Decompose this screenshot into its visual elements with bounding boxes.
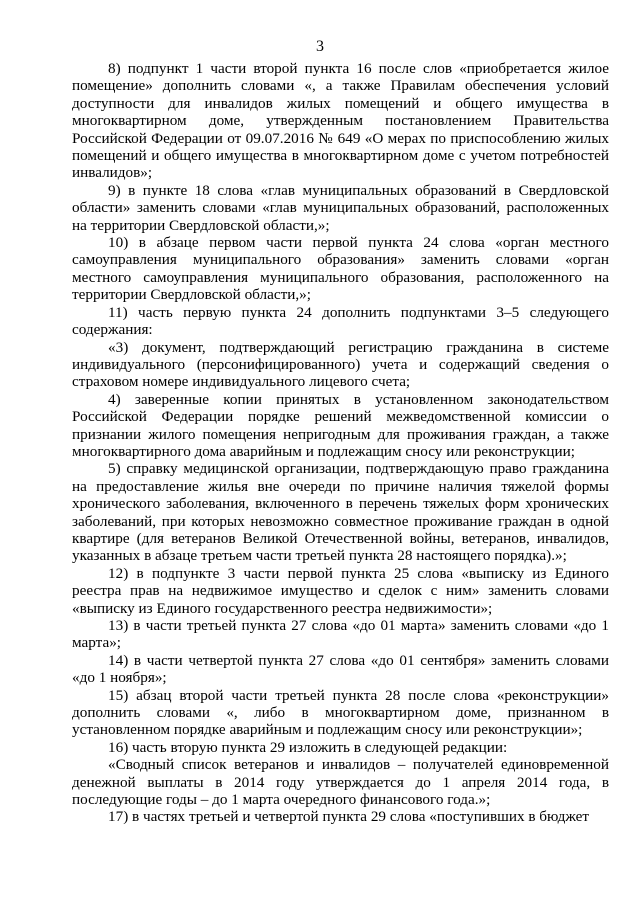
paragraph-10: 10) в абзаце первом части первой пункта 24 слова «орган местного самоуправления муниципального образования» заменить словами «орган местного самоуправления муниципального образования, расположенного на территории Свердловской области,»; (72, 234, 609, 304)
subparagraph-4: 4) заверенные копии принятых в установленном законодательством Российской Федерации порядке решений межведомственной комиссии о признании жилого помещения непригодным для проживания граждан, а также многоквартирного дома аварийным и подлежащим сносу или реконструкции; (72, 390, 609, 460)
paragraph-17: 17) в частях третьей и четвертой пункта 29 слова «поступивших в бюджет (108, 808, 590, 826)
paragraph-14: 14) в части четвертой пункта 27 слова «до 01 сентября» заменить словами «до 1 ноября»; (72, 651, 609, 687)
subparagraph-5: 5) справку медицинской организации, подтверждающую право гражданина на предоставление жилья вне очереди по причине наличия тяжелой формы хронического заболевания, включенного в перечень тяжелых форм хронических заболеваний, при которых невозможно совместное проживание граждан в одной квартире (для ветеранов Великой Отечественной войны, ветеранов, инвалидов, указанных в абзаце третьем части третьей пункта 28 настоящего порядка).»; (72, 460, 609, 565)
paragraph-12: 12) в подпункте 3 части первой пункта 25 слова «выписку из Единого реестра прав на недвижимое имущество и сделок с ним» заменить словами «выписку из Единого государственного реестра недвижимости»; (72, 564, 609, 617)
paragraph-16: 16) часть вторую пункта 29 изложить в следующей редакции: (108, 738, 508, 756)
paragraph-15: 15) абзац второй части третьей пункта 28 после слова «реконструкции» дополнить словами «, либо в многоквартирном доме, признанном в установленном порядке аварийным и подлежащим сносу или реконструкции»; (72, 686, 609, 739)
paragraph-13: 13) в части третьей пункта 27 слова «до 01 марта» заменить словами «до 1 марта»; (72, 617, 609, 652)
page-number: 3 (316, 38, 324, 55)
subparagraph-3: «3) документ, подтверждающий регистрацию гражданина в системе индивидуального (персонифицированного) учета и содержащий сведения о страховом номере индивидуального лицевого счета; (72, 338, 609, 391)
paragraph-9: 9) в пункте 18 слова «глав муниципальных образований в Свердловской области» заменить словами «глав муниципальных образований, расположенных на территории Свердловской области,»; (72, 181, 609, 234)
paragraph-8: 8) подпункт 1 части второй пункта 16 после слов «приобретается жилое помещение» дополнить словами «, а также Правилам обеспечения условий доступности для инвалидов жилых помещений и общего имущества в многоквартирном доме, утвержденным постановлением Правительства Российской Федерации от 09.07.2016 № 649 «О мерах по приспособлению жилых помещений и общего имущества в многоквартирном доме с учетом потребностей инвалидов»; (72, 60, 609, 182)
quoted-new-text: «Сводный список ветеранов и инвалидов – получателей единовременной денежной выплаты в 2014 году утверждается до 1 апреля 2014 года, в последующие годы – до 1 марта очередного финансового года.»; (72, 756, 609, 809)
paragraph-11: 11) часть первую пункта 24 дополнить подпунктами 3–5 следующего содержания: (72, 303, 609, 339)
document-body (72, 60, 609, 826)
